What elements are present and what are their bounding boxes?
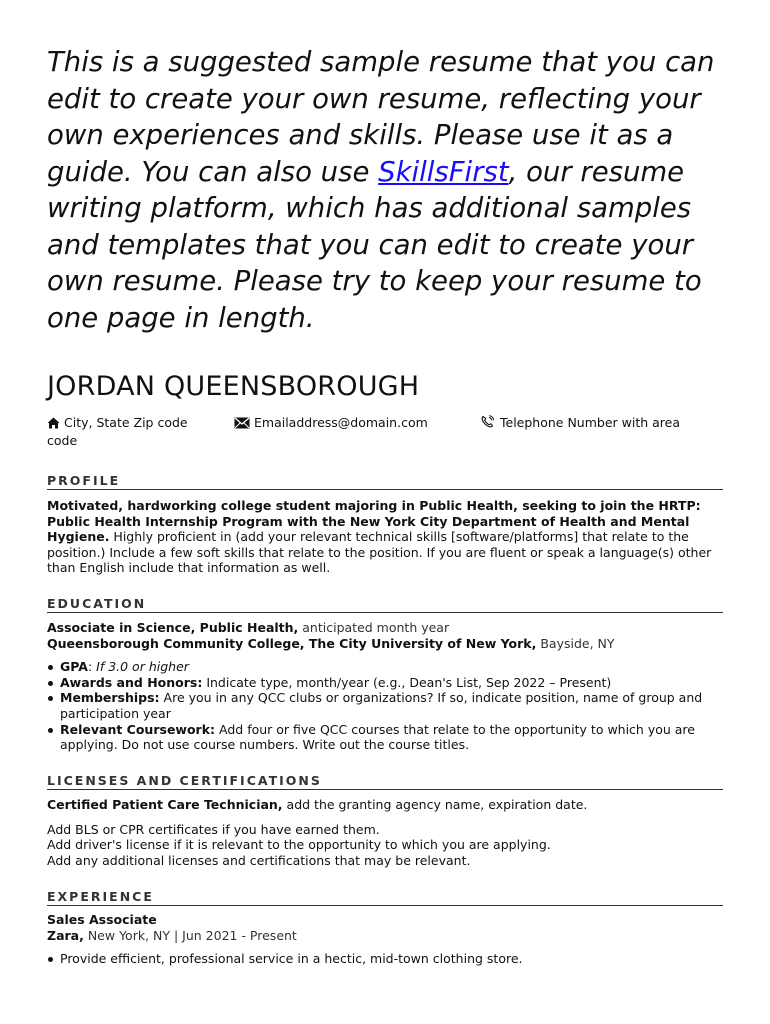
intro-text-after: , our resume writing platform, which has additional samples and templates that you can edit to create your own resume. Please try to keep your resume to one page in length. xyxy=(47,155,702,334)
bullet-label: Memberships: xyxy=(60,690,160,706)
bullet-label: Awards and Honors: xyxy=(60,674,203,690)
address-text: City, State Zip code code xyxy=(47,415,188,448)
experience-heading: EXPERIENCE xyxy=(47,889,723,906)
school-location: Bayside, NY xyxy=(536,635,615,651)
list-item xyxy=(47,675,727,691)
employer-name: Zara, xyxy=(47,927,84,943)
list-item xyxy=(47,690,727,721)
degree-line xyxy=(47,620,727,636)
profile-summary-bold: Motivated, hardworking college student majoring in Public Health, seeking to join the HRTP: Public Health Internship Program with the New York City Department of Health and Mental Hygiene. xyxy=(47,498,701,545)
education-bullets xyxy=(47,659,727,753)
experience-section xyxy=(47,912,727,967)
certification-line xyxy=(47,797,727,813)
licenses-heading: LICENSES AND CERTIFICATIONS xyxy=(47,773,723,790)
profile-section xyxy=(47,498,727,576)
bullet-label: GPA xyxy=(60,659,88,675)
license-line: Add driver's license if it is relevant to the opportunity to which you are applying. xyxy=(47,837,551,853)
bullet-separator: : xyxy=(87,659,97,675)
degree-date: anticipated month year xyxy=(298,620,450,635)
contact-phone xyxy=(480,414,680,432)
list-item xyxy=(47,722,727,753)
degree-name: Associate in Science, Public Health, xyxy=(47,620,299,635)
contact-email xyxy=(234,414,428,432)
list-item xyxy=(47,659,727,675)
email-text: Emailaddress@domain.com xyxy=(254,415,428,430)
employer-details: New York, NY | Jun 2021 - Present xyxy=(83,927,297,943)
phone-icon xyxy=(480,415,496,429)
intro-paragraph xyxy=(47,44,737,336)
skillsfirst-link[interactable]: SkillsFirst xyxy=(378,155,509,188)
profile-heading: PROFILE xyxy=(47,473,723,490)
list-item: Provide efficient, professional service in a hectic, mid-town clothing store. xyxy=(47,951,727,967)
bullet-label: Relevant Coursework: xyxy=(60,721,216,737)
certification-note: add the granting agency name, expiration date. xyxy=(282,797,588,812)
education-section xyxy=(47,620,727,753)
school-line xyxy=(47,636,727,652)
bullet-text: Add four or five QCC courses that relate to the opportunity to which you are applying. Do not use course numbers. Write out the course titles. xyxy=(60,721,695,753)
license-line: Add BLS or CPR certificates if you have earned them. xyxy=(47,821,380,837)
candidate-name: JORDAN QUEENSBOROUGH xyxy=(47,371,420,402)
certification-name: Certified Patient Care Technician, xyxy=(47,797,283,812)
license-line: Add any additional licenses and certifications that may be relevant. xyxy=(47,852,471,868)
bullet-text: If 3.0 or higher xyxy=(96,659,189,675)
intro-text-before: This is a suggested sample resume that you can edit to create your own resume, reflecting your own experiences and skills. Please use it as a guide. You can also use xyxy=(47,46,715,188)
job-title: Sales Associate xyxy=(47,912,157,927)
licenses-section xyxy=(47,797,727,868)
employer-line xyxy=(47,928,727,944)
education-heading: EDUCATION xyxy=(47,596,723,613)
experience-bullets xyxy=(47,951,727,967)
bullet-text: Are you in any QCC clubs or organizations? If so, indicate position, name of group and participation year xyxy=(60,690,703,721)
profile-paragraph xyxy=(47,498,727,576)
profile-summary-text: Highly proficient in (add your relevant technical skills [software/platforms] that relate to the position.) Include a few soft skills that relate to the position. If you are fluent or speak a language(s) other than English include that information as well. xyxy=(47,529,712,576)
school-name: Queensborough Community College, The City University of New York, xyxy=(47,635,537,651)
bullet-text: Indicate type, month/year (e.g., Dean's List, Sep 2022 – Present) xyxy=(206,674,612,690)
contact-address xyxy=(47,414,217,450)
home-icon xyxy=(47,417,60,429)
envelope-icon xyxy=(234,417,250,429)
phone-text: Telephone Number with area xyxy=(500,415,681,430)
